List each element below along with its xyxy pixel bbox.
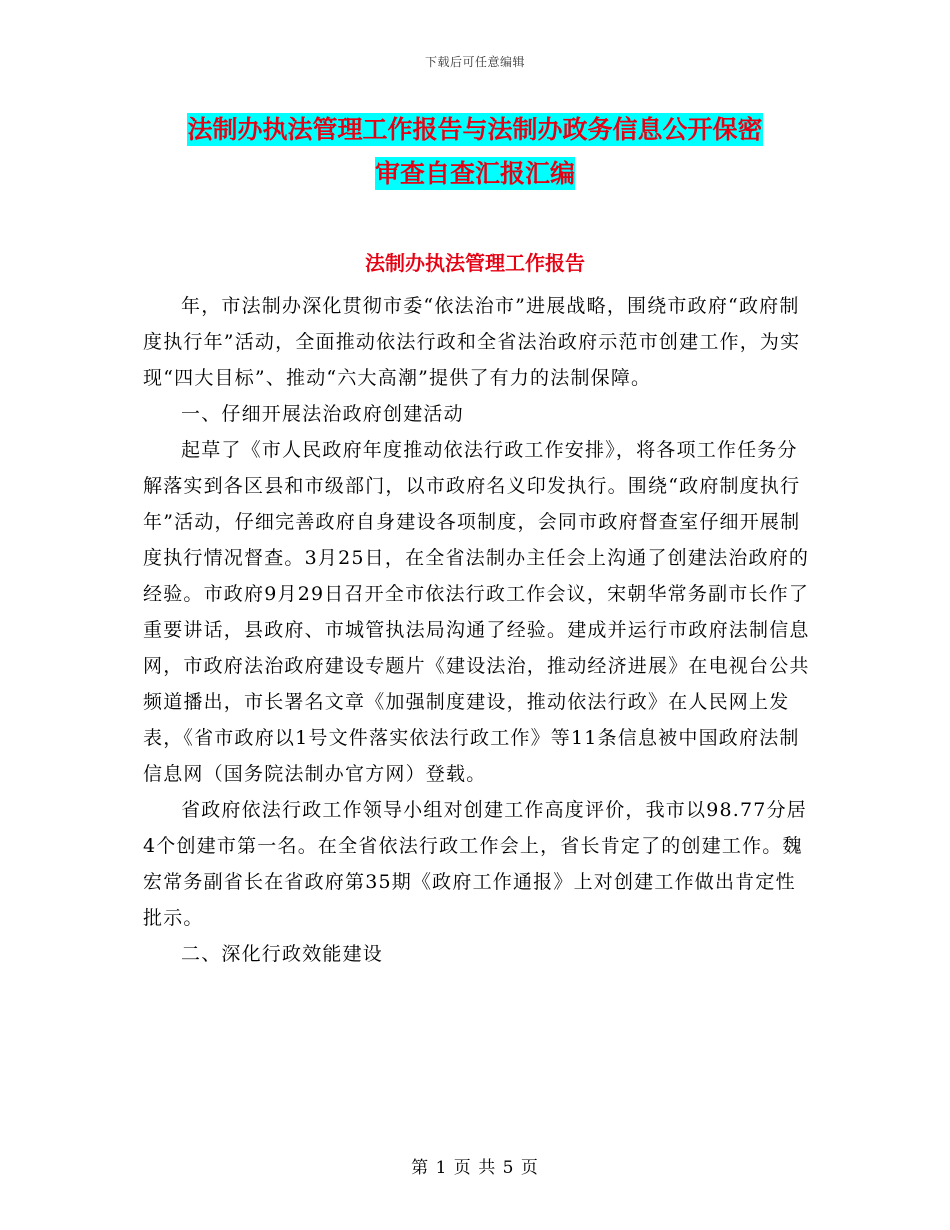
header-note: 下载后可任意编辑 bbox=[424, 55, 525, 69]
document-title-line-1 bbox=[0, 112, 950, 148]
document-title-text-2: 审查自查汇报汇编 bbox=[374, 159, 575, 188]
paragraph-intro: 年，市法制办深化贯彻市委“依法治市”进展战略，围绕市政府“政府制度执行年”活动，全面推动依法行政和全省法治政府示范市创建工作，为实现“四大目标”、推动“六大高潮”提供了有力的法制保障。 bbox=[143, 295, 801, 389]
section-title: 法制办执法管理工作报告 bbox=[365, 251, 585, 275]
document-title-line-2 bbox=[0, 156, 950, 192]
subheading-1: 一、仔细开展法治政府创建活动 bbox=[181, 403, 464, 425]
paragraph-3: 省政府依法行政工作领导小组对创建工作高度评价，我市以98.77分居4个创建市第一名。在全省依法行政工作会上，省长肯定了的创建工作。魏宏常务副省长在省政府第35期《政府工作通报》上对创建工作做出肯定性批示。 bbox=[143, 799, 807, 929]
page-footer: 第 1 页 共 5 页 bbox=[411, 1158, 539, 1178]
document-body bbox=[143, 288, 815, 972]
document-title-text-1: 法制办执法管理工作报告与法制办政务信息公开保密 bbox=[187, 115, 763, 144]
paragraph-2: 起草了《市人民政府年度推动依法行政工作安排》，将各项工作任务分解落实到各区县和市级部门，以市政府名义印发执行。围绕“政府制度执行年”活动，仔细完善政府自身建设各项制度，会同市政府督查室仔细开展制度执行情况督查。3月25日，在全省法制办主任会上沟通了创建法治政府的经验。市政府9月29日召开全市依法行政工作会议，宋朝华常务副市长作了重要讲话，县政府、市城管执法局沟通了经验。建成并运行市政府法制信息网，市政府法治政府建设专题片《建设法治，推动经济进展》在电视台公共频道播出，市长署名文章《加强制度建设，推动依法行政》在人民网上发表，《省市政府以1号文件落实依法行政工作》等11条信息被中国政府法制信息网（国务院法制办官方网）登载。 bbox=[143, 439, 810, 785]
subheading-2: 二、深化行政效能建设 bbox=[181, 943, 384, 965]
